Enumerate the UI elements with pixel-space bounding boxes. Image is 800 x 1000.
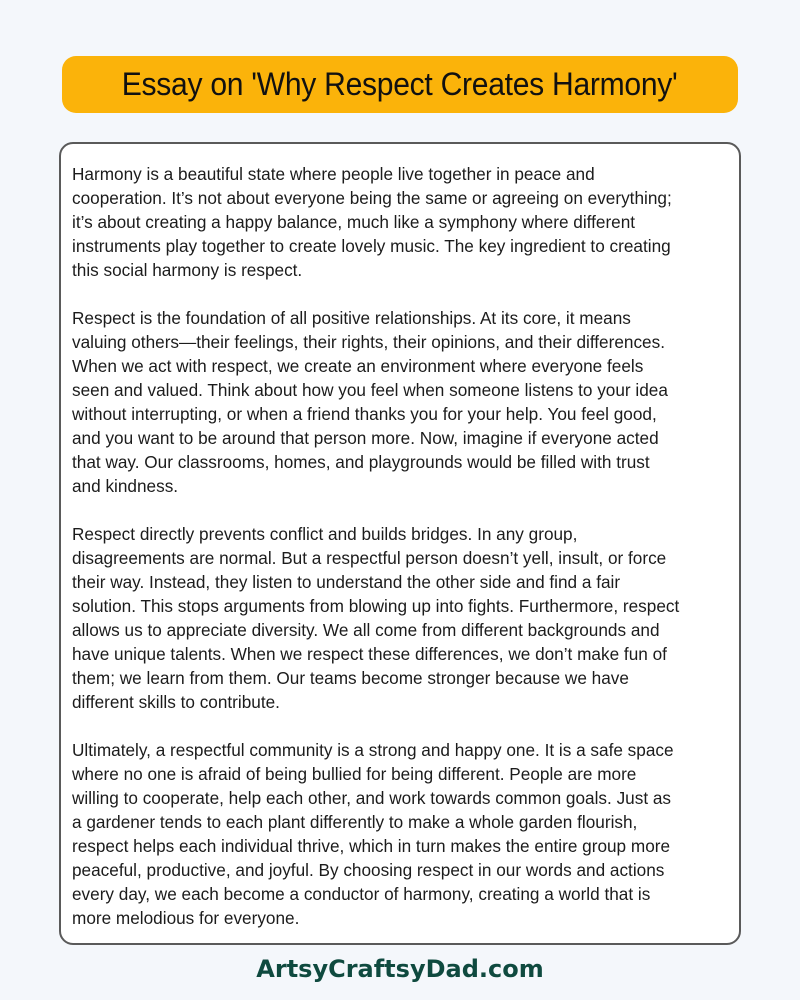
essay-line: different skills to contribute.: [72, 692, 280, 712]
essay-line: cooperation. It’s not about everyone being the same or agreeing on everything;: [72, 188, 672, 208]
essay-line: seen and valued. Think about how you feel when someone listens to your idea: [72, 380, 668, 400]
essay-paragraph-2: [72, 306, 729, 498]
essay-paragraph-1: [72, 162, 729, 282]
essay-line: Harmony is a beautiful state where people live together in peace and: [72, 164, 595, 184]
essay-line: this social harmony is respect.: [72, 260, 303, 280]
essay-line: disagreements are normal. But a respectful person doesn’t yell, insult, or force: [72, 548, 667, 568]
essay-line: Ultimately, a respectful community is a strong and happy one. It is a safe space: [72, 740, 674, 760]
essay-line: valuing others—their feelings, their rights, their opinions, and their differences.: [72, 332, 665, 352]
essay-line: Respect directly prevents conflict and builds bridges. In any group,: [72, 524, 578, 544]
essay-line: instruments play together to create lovely music. The key ingredient to creating: [72, 236, 671, 256]
essay-line: their way. Instead, they listen to understand the other side and find a fair: [72, 572, 621, 592]
footer-brand-link[interactable]: ArtsyCraftsyDad.com: [256, 955, 544, 983]
essay-line: every day, we each become a conductor of harmony, creating a world that is: [72, 884, 651, 904]
essay-line: Respect is the foundation of all positive relationships. At its core, it means: [72, 308, 631, 328]
essay-line: When we act with respect, we create an environment where everyone feels: [72, 356, 644, 376]
essay-line: them; we learn from them. Our teams become stronger because we have: [72, 668, 629, 688]
essay-paragraph-4: [72, 738, 729, 930]
essay-line: that way. Our classrooms, homes, and playgrounds would be filled with trust: [72, 452, 650, 472]
essay-line: where no one is afraid of being bullied for being different. People are more: [72, 764, 637, 784]
essay-line: allows us to appreciate diversity. We all come from different backgrounds and: [72, 620, 660, 640]
essay-line: have unique talents. When we respect these differences, we don’t make fun of: [72, 644, 667, 664]
essay-line: peaceful, productive, and joyful. By choosing respect in our words and actions: [72, 860, 665, 880]
essay-line: without interrupting, or when a friend thanks you for your help. You feel good,: [72, 404, 657, 424]
essay-line: and kindness.: [72, 476, 179, 496]
essay-line: it’s about creating a happy balance, much like a symphony where different: [72, 212, 636, 232]
essay-box: [59, 142, 741, 945]
essay-line: more melodious for everyone.: [72, 908, 300, 928]
title-banner: [62, 56, 738, 113]
essay-line: and you want to be around that person more. Now, imagine if everyone acted: [72, 428, 659, 448]
essay-line: willing to cooperate, help each other, and work towards common goals. Just as: [72, 788, 672, 808]
page-title: Essay on 'Why Respect Creates Harmony': [122, 66, 678, 102]
essay-paragraph-3: [72, 522, 729, 714]
essay-line: respect helps each individual thrive, which in turn makes the entire group more: [72, 836, 671, 856]
essay-line: a gardener tends to each plant differently to make a whole garden flourish,: [72, 812, 638, 832]
essay-line: solution. This stops arguments from blowing up into fights. Furthermore, respect: [72, 596, 680, 616]
